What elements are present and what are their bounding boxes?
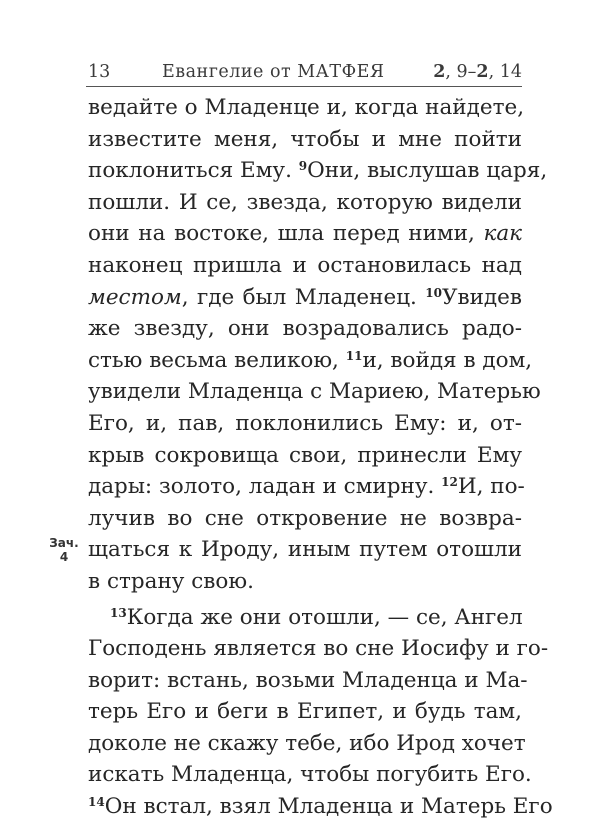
text-span: они на востоке, шла перед ними, [88, 221, 484, 247]
zachalo-label: Зач. [49, 536, 79, 550]
text-line: наконец пришла и остановилась над [88, 252, 522, 278]
ref-verse-end: , 14 [488, 62, 522, 82]
text-line: пошли. И се, звезда, которую видели [88, 189, 522, 215]
text-line: Господень является во сне Иосифу и го- [88, 636, 549, 662]
running-header [86, 58, 522, 86]
ref-chapter-start: 2 [433, 62, 446, 82]
italic-word: местом [88, 284, 182, 310]
text-line: крыв сокровища свои, принесли Ему [88, 442, 522, 468]
text-span: стью весьма великою, [88, 347, 346, 373]
text-line: щаться к Ироду, иным путем отошли [88, 537, 522, 563]
text-line [88, 602, 522, 634]
text-line [88, 345, 533, 377]
text-line: лучив во сне откровение не возвра- [88, 505, 522, 531]
page-number: 13 [88, 62, 111, 82]
text-span: дары: золото, ладан и смирну. [88, 474, 442, 500]
scripture-text [88, 92, 553, 823]
verse-number: 13 [110, 605, 127, 620]
verse-number: 9 [298, 159, 308, 174]
text-line [88, 791, 553, 823]
text-line: Его, и, пав, поклонились Ему: и, от- [88, 410, 522, 436]
text-line: же звезду, они возрадовались радо- [88, 316, 522, 342]
text-line: ворит: встань, возьми Младенца и Ма- [88, 667, 528, 693]
text-line [88, 282, 522, 314]
text-span: Он встал, взял Младенца и Матерь Его [104, 794, 553, 820]
text-span: и, войдя в дом, [362, 347, 533, 373]
text-line: доколе не скажу тебе, ибо Ирод хочет [88, 730, 526, 756]
ref-chapter-end: 2 [476, 62, 489, 82]
header-rule [86, 86, 522, 87]
text-span: Увидев [441, 284, 522, 310]
text-line: искать Младенца, чтобы погубить Его. [88, 762, 532, 788]
text-span: И, по- [457, 474, 525, 500]
verse-number: 12 [441, 475, 458, 490]
text-line: увидели Младенца с Мариею, Матерью [88, 379, 541, 405]
chapter-verse-range [433, 58, 522, 86]
verse-number: 10 [425, 285, 442, 300]
text-line: известите меня, чтобы и мне пойти [88, 126, 522, 152]
text-line: терь Его и беги в Египет, и будь там, [88, 699, 522, 725]
verse-number: 11 [345, 348, 363, 363]
text-span: Они, выслушав царя, [307, 158, 548, 184]
text-line: ведайте о Младенце и, когда найдете, [88, 95, 525, 120]
italic-word: как [483, 221, 522, 247]
book-title: Евангелие от МАТФЕЯ [162, 62, 385, 82]
text-line [88, 218, 522, 250]
text-span: , где был Младенец. [181, 284, 426, 310]
text-span: поклониться Ему. [88, 158, 299, 184]
text-line [88, 155, 548, 187]
zachalo-number: 4 [59, 550, 69, 564]
text-line: в страну свою. [88, 568, 254, 594]
text-line [88, 471, 525, 503]
ref-verse-start: , 9– [445, 62, 477, 82]
verse-number: 14 [88, 795, 105, 810]
zachalo-marker [46, 536, 82, 564]
text-span: Когда же они отошли, — се, Ангел [126, 604, 523, 630]
